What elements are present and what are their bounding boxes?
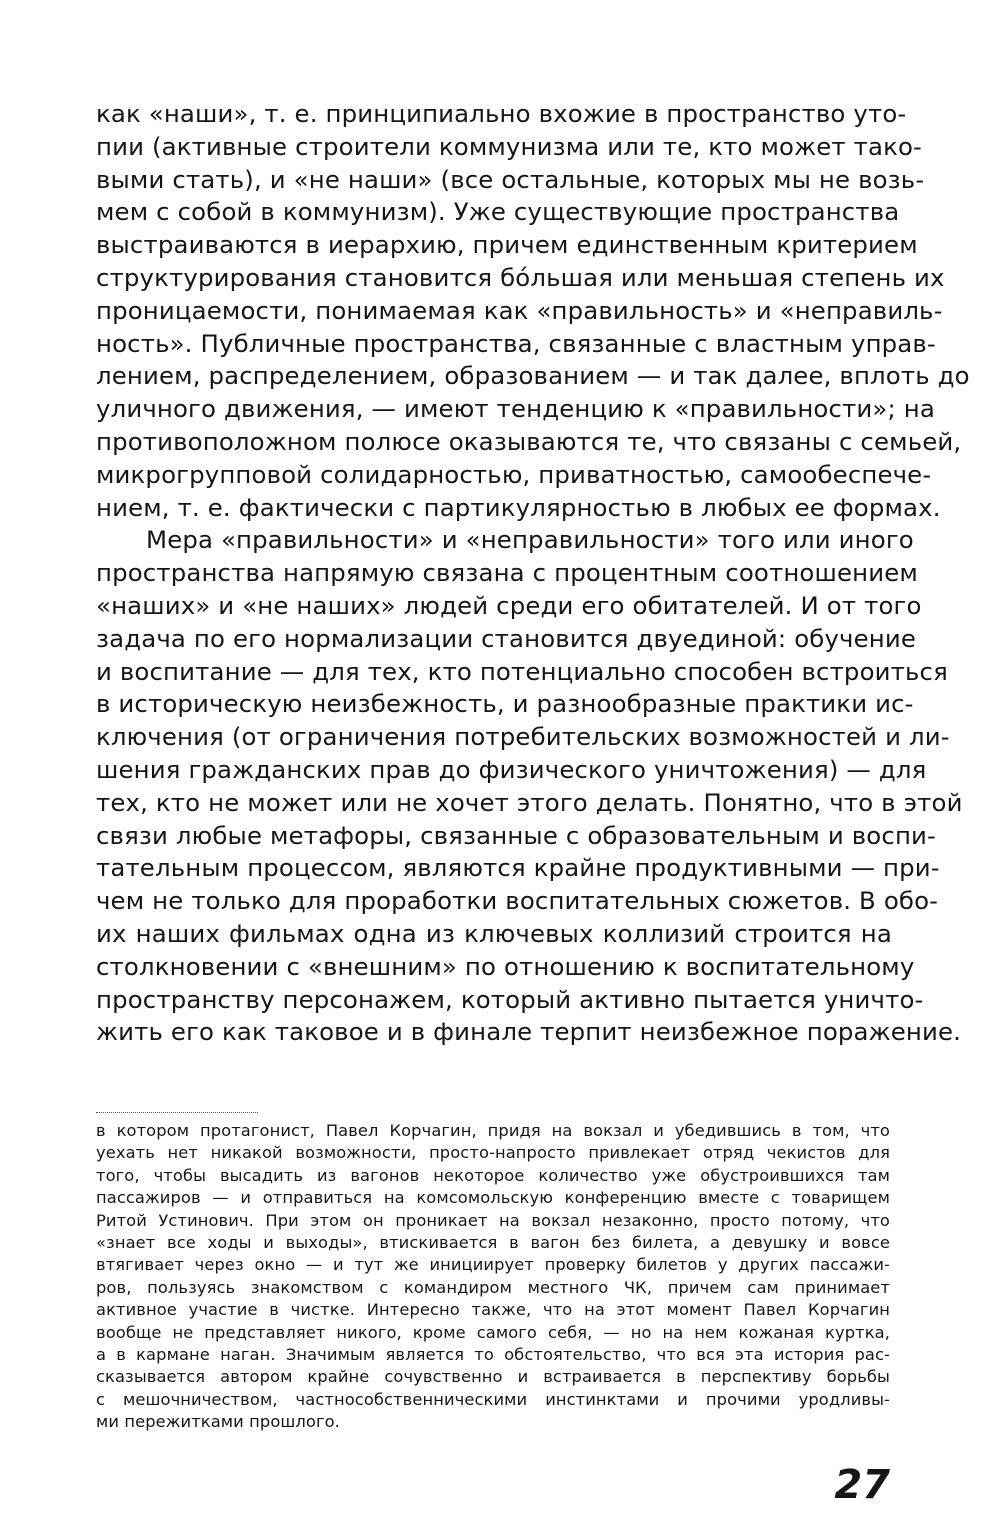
text-line: как «наши», т. е. принципиально вхожие в пространство уто- <box>96 99 907 128</box>
footnote-line: того, чтобы высадить из вагонов некоторое количество уже обустроившихся там <box>96 1165 890 1185</box>
text-line: выми стать), и «не наши» (все остальные, которых мы не возь- <box>96 164 925 194</box>
text-line: уличного движения, — имеют тенденцию к «правильности»; на <box>96 394 935 424</box>
text-line: выстраиваются в иерархию, причем единственным критерием <box>96 230 918 260</box>
text-line: тательным процессом, являются крайне продуктивными — при- <box>96 853 940 883</box>
text-line: ность». Публичные пространства, связанные с властным управ- <box>96 328 936 358</box>
footnote-line: с мешочничеством, частнособственническими инстинктами и прочими уродливы- <box>96 1389 890 1409</box>
text-line: «наших» и «не наших» людей среди его обитателей. И от того <box>96 590 922 620</box>
footnote-line: в котором протагонист, Павел Корчагин, придя на вокзал и убедившись в том, что <box>96 1121 890 1140</box>
text-line: чем не только для проработки воспитательных сюжетов. В обо- <box>96 886 939 916</box>
footnote-line: втягивает через окно — и тут же инициирует проверку билетов у других пассажи- <box>96 1255 890 1275</box>
text-line: микрогрупповой солидарностью, приватностью, самообеспече- <box>96 459 932 489</box>
text-line: Мера «правильности» и «неправильности» того или иного <box>146 525 914 555</box>
footnote <box>96 1120 890 1434</box>
text-line: противоположном полюсе оказываются те, что связаны с семьей, <box>96 426 962 456</box>
footnote-line: ров, пользуясь знакомством с командиром местного ЧК, причем сам принимает <box>96 1277 890 1297</box>
page-number: 27 <box>834 1462 890 1508</box>
text-line: пии (активные строители коммунизма или те, кто может тако- <box>96 131 922 161</box>
text-line: пространства напрямую связана с процентным соотношением <box>96 558 918 588</box>
text-line: пространству персонажем, который активно пытается уничто- <box>96 984 924 1014</box>
text-line: ключения (от ограничения потребительских возможностей и ли- <box>96 722 950 752</box>
text-line: тех, кто не может или не хочет этого делать. Понятно, что в этой <box>96 787 963 817</box>
footnote-line: вообще не представляет никого, кроме самого себя, — но на нем кожаная куртка, <box>96 1322 890 1342</box>
text-line: в историческую неизбежность, и разнообразные практики ис- <box>96 689 914 719</box>
footnote-line: пассажиров — и отправиться на комсомольскую конференцию вместе с товарищем <box>96 1188 890 1208</box>
main-text <box>96 98 970 1049</box>
text-line: их наших фильмах одна из ключевых коллизий строится на <box>96 918 892 948</box>
paragraph-1 <box>96 98 970 524</box>
text-line: лением, распределением, образованием — и так далее, вплоть до <box>96 361 970 391</box>
footnote-line: уехать нет никакой возможности, просто-напросто привлекает отряд чекистов для <box>96 1143 890 1163</box>
footnote-line: активное участие в чистке. Интересно также, что на этот момент Павел Корчагин <box>96 1300 890 1320</box>
footnote-line: «знает все ходы и выходы», втискивается в вагон без билета, а девушку и вовсе <box>96 1233 890 1253</box>
text-line: проницаемости, понимаемая как «правильность» и «неправиль- <box>96 295 943 325</box>
paragraph-2 <box>96 524 963 1049</box>
text-line: структурирования становится бóльшая или меньшая степень их <box>96 262 945 292</box>
footnote-line: ми пережитками прошлого. <box>96 1412 340 1432</box>
text-line: нием, т. е. фактически с партикулярностью в любых ее формах. <box>96 492 941 522</box>
footnote-line: Ритой Устинович. При этом он проникает на вокзал незаконно, просто потому, что <box>96 1210 890 1230</box>
text-line: связи любые метафоры, связанные с образовательным и воспи- <box>96 820 936 850</box>
text-line: мем с собой в коммунизм). Уже существующие пространства <box>96 197 900 227</box>
text-line: и воспитание — для тех, кто потенциально способен встроиться <box>96 656 948 686</box>
text-line: шения гражданских прав до физического уничтожения) — для <box>96 754 927 784</box>
text-line: столкновении с «внешним» по отношению к воспитательному <box>96 951 915 981</box>
footnote-line: сказывается автором крайне сочувственно и встраивается в перспективу борьбы <box>96 1367 890 1387</box>
footnote-separator <box>96 1112 258 1113</box>
text-line: жить его как таковое и в финале терпит неизбежное поражение. <box>96 1017 962 1047</box>
text-line: задача по его нормализации становится двуединой: обучение <box>96 623 917 653</box>
footnote-line: а в кармане наган. Значимым является то обстоятельство, что вся эта история рас- <box>96 1345 890 1365</box>
